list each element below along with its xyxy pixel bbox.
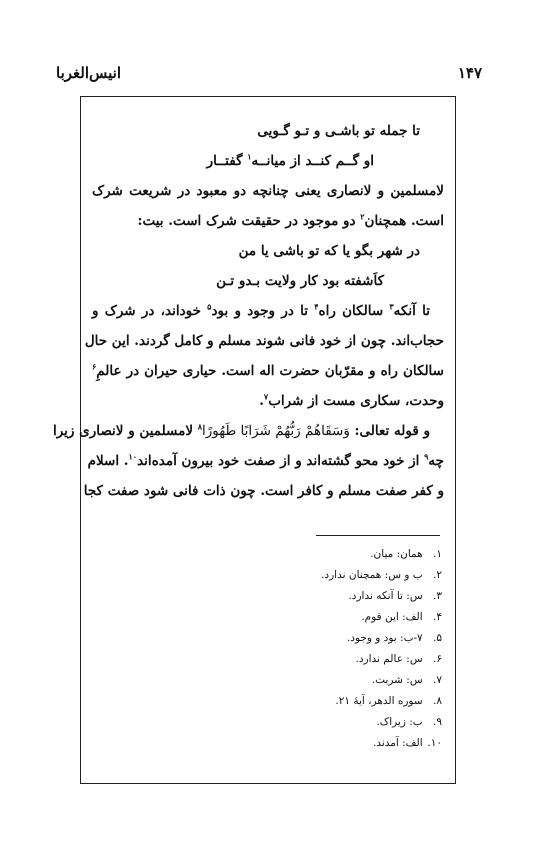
prose-line: لامسلمین و لانصاری یعنی چنانچه دو معبود در شریعت شرک	[92, 183, 444, 199]
footnote-item: ۸. سوره الدهر، آیهٔ ۲۱.	[335, 695, 442, 707]
footnote-item: ۶. س: عالم ندارد.	[355, 653, 442, 665]
footnote-ref: ۲	[360, 211, 365, 222]
verse-line: تا جمله تو باشـی و تـو گـویی	[257, 123, 420, 139]
footnote-ref: ۹	[424, 451, 429, 462]
book-title: انیس‌الغربا	[56, 64, 121, 82]
footnote-item: ۴. الف: این قوم.	[361, 611, 442, 623]
footnote-ref: ۱۰	[128, 451, 138, 462]
footnote-ref: ۳	[389, 301, 394, 312]
prose-line: و کفر صفت مسلم و کافر است. چون ذات فانی شود صفت کجا	[83, 483, 444, 499]
footnote-ref: ۷	[263, 391, 269, 402]
page-number: ۱۴۷	[457, 64, 482, 82]
prose-line: تا آنکه$^۳$ سالکان راه$^۴$ تا در وجود و بود$^۵$ خوداند، در شرک و	[92, 301, 430, 319]
footnote-item: ۵. ۷-ب: بود و وجود.	[346, 632, 442, 644]
footnote-ref: ۱	[247, 151, 252, 162]
footnote-item: ۲. ب و س: همچنان ندارد.	[321, 569, 442, 581]
prose-line: سالکان راه و مقرّبان حضرت اله است. حیاری حیران در عالمِ$^۶$	[92, 361, 444, 379]
footnote-item: ۷. س: شربت.	[371, 674, 442, 686]
footnote-ref: ۶	[92, 361, 97, 372]
prose-line: و قوله تعالی: وَسَقَاهُمْ رَبُّهُمْ شَرَابًا طَهُورًا$^۸$ لامسلمین و لانصاری زیرا	[52, 421, 430, 439]
prose-line: است. همچنان$^۲$ دو موجود در حقیقت شرک است. بیت:	[137, 211, 444, 229]
main-text	[52, 116, 444, 506]
verse-line: او گــم کنــد از میانــه$^۱$ گفتــار	[206, 151, 374, 169]
running-header	[56, 64, 482, 86]
footnote-ref: ۴	[314, 301, 319, 312]
footnote-item: ۱. همان: میان.	[370, 548, 442, 560]
prose-line: وحدت، سکاری مست از شراب$^۷$.	[259, 391, 444, 409]
verse-line: کاَشفته بود کار ولایت بـدو تـن	[216, 273, 384, 289]
footnote-divider	[316, 535, 440, 536]
footnotes	[280, 544, 442, 754]
footnote-item: ۹. ب: زیراک.	[376, 716, 442, 728]
footnote-ref: ۵	[207, 301, 212, 312]
footnote-item: ۳. س: تا آنکه ندارد.	[348, 590, 442, 602]
footnote-item: ۱۰. الف: آمدند.	[372, 737, 442, 749]
verse-line: در شهر بگو یا که تو باشی یا من	[238, 243, 420, 259]
footnote-ref: ۸	[197, 421, 203, 432]
quran-quote: وَسَقَاهُمْ رَبُّهُمْ شَرَابًا طَهُورًا	[202, 423, 350, 439]
prose-line: چه$^۹$ از خود محو گشته‌اند و از صفت خود بیرون آمده‌اند$^{۱۰}$. اسلام	[87, 451, 444, 469]
prose-line: حجاب‌اند. چون از خود فانی شوند مسلم و کامل گردند. این حال	[84, 333, 444, 349]
